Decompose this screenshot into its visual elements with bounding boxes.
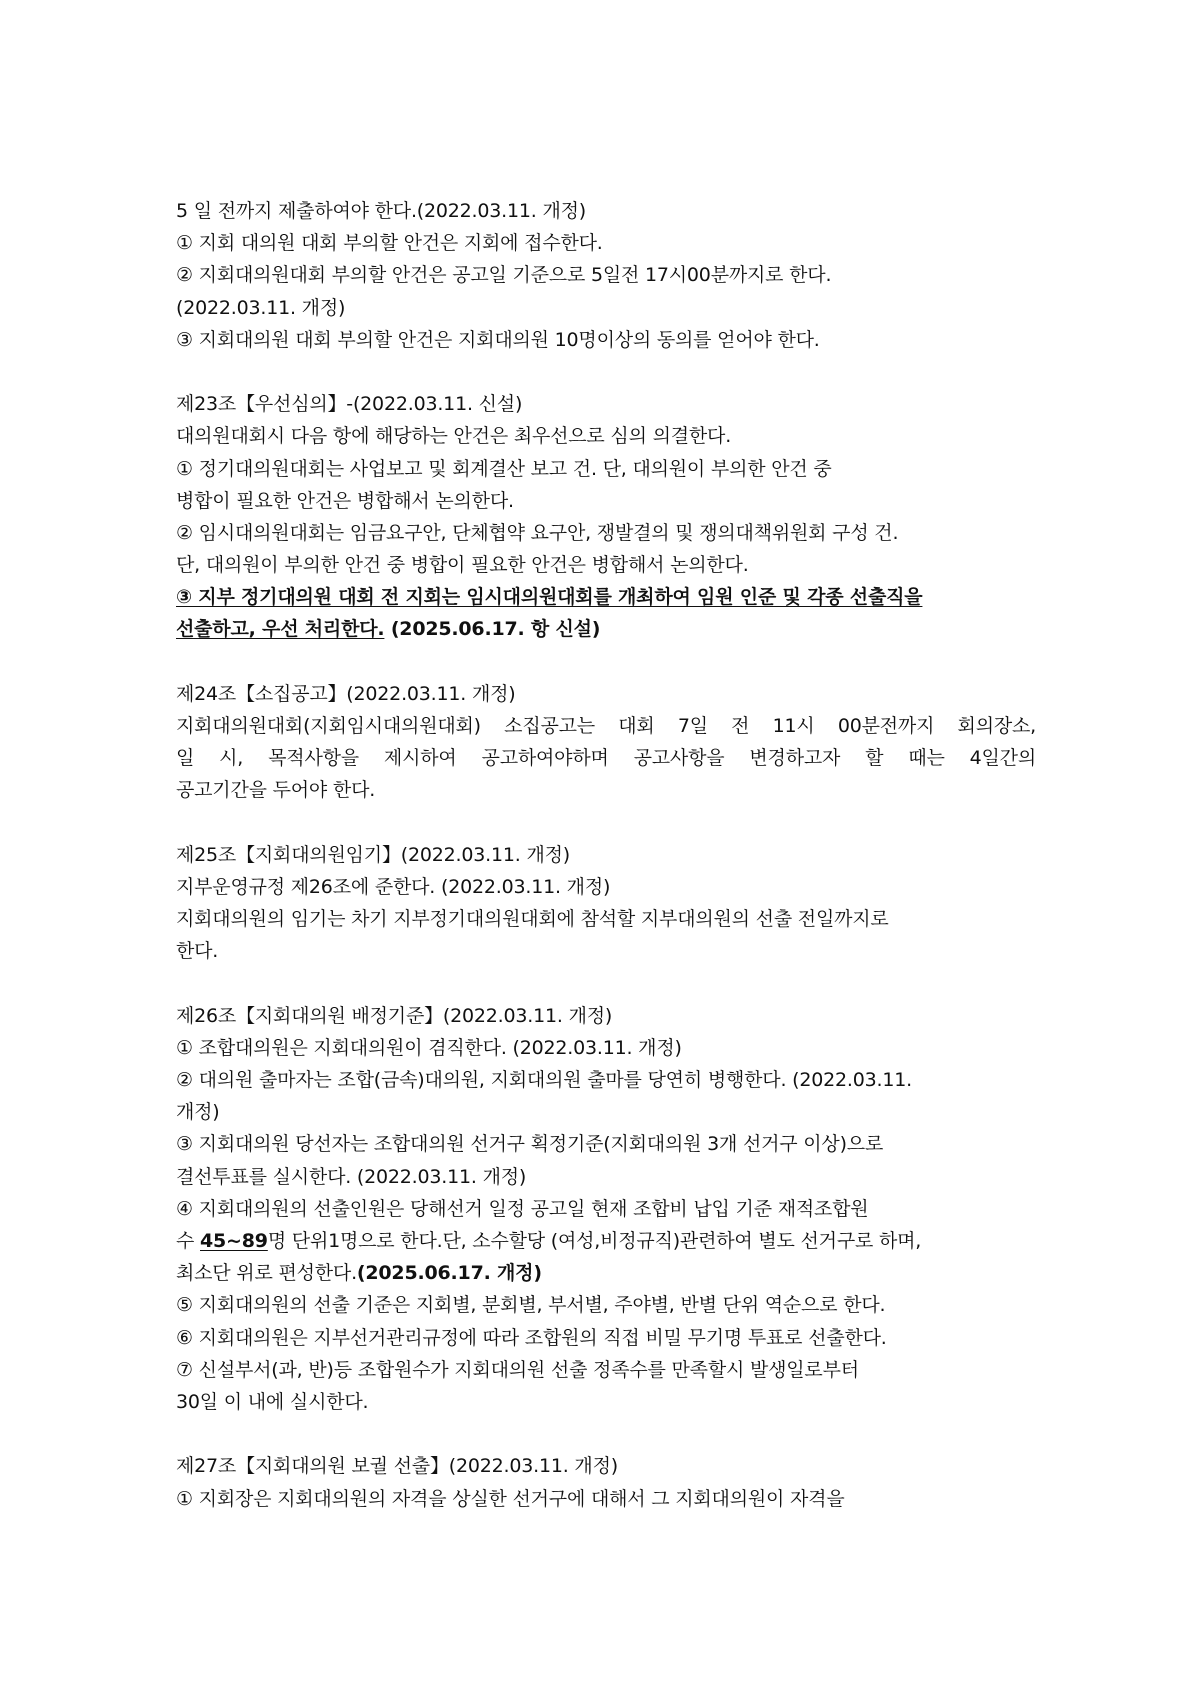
- paragraph-gap: [176, 356, 1036, 388]
- article-23-intro: 대의원대회시 다음 항에 해당하는 안건은 최우선으로 심의 의결한다.: [176, 425, 732, 448]
- article-26-clause-6: ⑥ 지회대의원은 지부선거관리규정에 따라 조합원의 직접 비밀 무기명 투표로 선출한다.: [176, 1326, 887, 1349]
- article-25-line-1: 지부운영규정 제26조에 준한다. (2022.03.11. 개정): [176, 875, 611, 898]
- article-27-clause-1: ① 지회장은 지회대의원의 자격을 상실한 선거구에 대해서 그 지회대의원이 자격을: [176, 1487, 845, 1510]
- clause-2: ② 지회대의원대회 부의할 안건은 공고일 기준으로 5일전 17시00분까지로 한다.: [176, 264, 832, 287]
- article-23-clause-2: ② 임시대의원대회는 임금요구안, 단체협약 요구안, 쟁발결의 및 쟁의대책위원회 구성 건.: [176, 521, 899, 544]
- article-26-clause-4-suffix: 명 단위1명으로 한다.단, 소수할당 (여성,비정규직)관련하여 별도 선거구로 하며,: [267, 1230, 922, 1252]
- document-body: [176, 195, 1036, 1515]
- article-24-line-1: 지회대의원대회(지회임시대의원대회) 소집공고는 대회 7일 전 11시 00분전까지 회의장소,: [176, 715, 1036, 737]
- paragraph-gap: [176, 1418, 1036, 1450]
- article-26-heading: 제26조【지회대의원 배정기준】(2022.03.11. 개정): [176, 1004, 613, 1027]
- article-23-clause-3-continued: [176, 613, 1036, 645]
- paragraph-gap: [176, 968, 1036, 1000]
- article-25-line-2: 지회대의원의 임기는 차기 지부정기대의원대회에 참석할 지부대의원의 선출 전일까지로: [176, 908, 889, 931]
- article-26-clause-2: ② 대의원 출마자는 조합(금속)대의원, 지회대의원 출마를 당연히 병행한다. (2022.03.11.: [176, 1069, 912, 1092]
- clause-1: ① 지회 대의원 대회 부의할 안건은 지회에 접수한다.: [176, 232, 603, 255]
- article-26-clause-3-continued: 결선투표를 실시한다. (2022.03.11. 개정): [176, 1165, 527, 1188]
- article-25-heading: 제25조【지회대의원임기】(2022.03.11. 개정): [176, 843, 570, 866]
- article-26-clause-4-continued: [176, 1225, 1036, 1257]
- article-26-clause-4-range: 45~89: [200, 1230, 268, 1252]
- article-26-clause-1: ① 조합대의원은 지회대의원이 겸직한다. (2022.03.11. 개정): [176, 1036, 682, 1059]
- article-26-clause-7: ⑦ 신설부서(과, 반)등 조합원수가 지회대의원 선출 정족수를 만족할시 발생일로부터: [176, 1358, 859, 1381]
- article-23-clause-3-amendment: (2025.06.17. 항 신설): [384, 618, 601, 641]
- article-26-clause-4-amendment: (2025.06.17. 개정): [356, 1262, 542, 1285]
- article-26-clause-7-continued: 30일 이 내에 실시한다.: [176, 1390, 369, 1413]
- article-26-clause-2-continued: 개정): [176, 1101, 220, 1124]
- article-25-line-3: 한다.: [176, 940, 219, 963]
- paragraph-gap: [176, 646, 1036, 678]
- continuation-line: 5 일 전까지 제출하여야 한다.(2022.03.11. 개정): [176, 200, 586, 222]
- article-26-clause-4-final-text: 최소단 위로 편성한다.: [176, 1262, 357, 1285]
- article-23-heading: 제23조【우선심의】-(2022.03.11. 신설): [176, 393, 523, 416]
- article-23-clause-2-continued: 단, 대의원이 부의한 안건 중 병합이 필요한 안건은 병합해서 논의한다.: [176, 554, 749, 577]
- article-26-clause-4-prefix: 수: [176, 1230, 200, 1252]
- clause-3: ③ 지회대의원 대회 부의할 안건은 지회대의원 10명이상의 동의를 얻어야 한다.: [176, 328, 820, 351]
- paragraph-gap: [176, 807, 1036, 839]
- article-23-clause-1: ① 정기대의원대회는 사업보고 및 회계결산 보고 건. 단, 대의원이 부의한 안건 중: [176, 457, 832, 480]
- article-26-clause-5: ⑤ 지회대의원의 선출 기준은 지회별, 분회별, 부서별, 주야별, 반별 단위 역순으로 한다.: [176, 1294, 886, 1317]
- article-27-heading: 제27조【지회대의원 보궐 선출】(2022.03.11. 개정): [176, 1455, 618, 1478]
- article-24-line-3: 공고기간을 두어야 한다.: [176, 779, 376, 802]
- article-26-clause-4-final: [176, 1257, 1036, 1289]
- clause-2-continued: (2022.03.11. 개정): [176, 296, 346, 319]
- article-24-line-2: 일 시, 목적사항을 제시하여 공고하여야하며 공고사항을 변경하고자 할 때는 4일간의: [176, 747, 1036, 770]
- article-26-clause-3: ③ 지회대의원 당선자는 조합대의원 선거구 획정기준(지회대의원 3개 선거구 이상)으로: [176, 1133, 884, 1156]
- article-23-clause-1-continued: 병합이 필요한 안건은 병합해서 논의한다.: [176, 489, 514, 512]
- article-23-clause-3-underlined: 선출하고, 우선 처리한다.: [176, 618, 385, 641]
- article-26-clause-4: ④ 지회대의원의 선출인원은 당해선거 일정 공고일 현재 조합비 납입 기준 재적조합원: [176, 1197, 869, 1220]
- article-23-clause-3: ③ 지부 정기대의원 대회 전 지회는 임시대의원대회를 개최하여 임원 인준 및 각종 선출직을: [176, 586, 923, 609]
- article-24-heading: 제24조【소집공고】(2022.03.11. 개정): [176, 682, 516, 705]
